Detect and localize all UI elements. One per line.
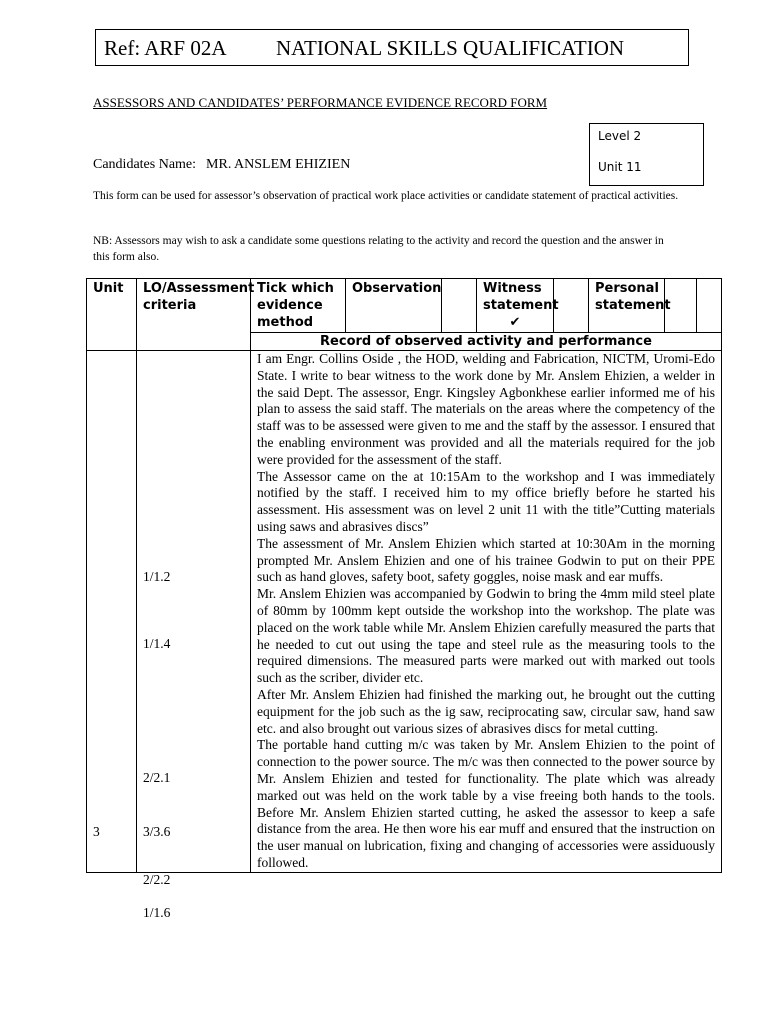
record-paragraph: After Mr. Anslem Ehizien had finished the marking out, he brought out the cutting equipment for the job such as the ig saw, reciprocating saw, circular saw, hand saw etc. and also brought out various sizes of abrasives discs for metal cutting. [257, 686, 715, 736]
criteria-item: 2/2.1 [143, 770, 171, 785]
check-icon: ✔ [509, 315, 521, 330]
header-lo-criteria: LO/Assessment criteria [137, 279, 251, 351]
witness-tick-cell [554, 279, 589, 333]
record-paragraph: The portable hand cutting m/c was taken by Mr. Anslem Ehizien to the point of connection to the power source. The m/c was then connected to the power source by Mr. Anslem Ehizien and tested for functionality. The plate which was already marked out was held on the work table by a vise freeing both hands to the tools. Before Mr. Anslem Ehizien started cutting, he asked the assessor to keep a safe distance from the area. He then wore his ear muff and ensured that the instruction on the user manual on lubrication, fixing and changing of accessories were assiduously followed. [257, 737, 715, 870]
record-paragraph: Mr. Anslem Ehizien was accompanied by Godwin to bring the 4mm mild steel plate of 80mm by 100mm kept outside the workshop into the workshop. The plate was placed on the work table while Mr. Anslem Ehizien carefully measured the parts that he needed to cut out using the tape and steel rule as the measuring tools to the required dimensions. The measured parts were marked out with marked out tools such as the scriber, divider etc. [257, 586, 715, 686]
unit-value: 3 [93, 824, 100, 839]
qualification-title: NATIONAL SKILLS QUALIFICATION [276, 36, 625, 60]
evidence-record-table [86, 278, 722, 920]
reference-header-box [95, 29, 689, 66]
observation-tick-cell [442, 279, 477, 333]
record-paragraph: The Assessor came on the at 10:15Am to the workshop and I was immediately notified by the staff. I received him to my office briefly before he started his assessment. His assessment was on level 2 unit 11 with the title”Cutting materials using saws and abrasives discs” [257, 468, 715, 534]
criteria-item: 1/1.2 [143, 569, 171, 584]
candidate-name-value: MR. ANSLEM EHIZIEN [206, 157, 351, 172]
level-label: Level 2 [598, 129, 642, 143]
unit-label: Unit 11 [598, 160, 642, 174]
criteria-item: 3/3.6 [143, 824, 171, 839]
witness-label: Witness statement [483, 281, 559, 313]
candidate-name-line [93, 157, 350, 173]
reference-code: Ref: ARF 02A [104, 36, 227, 60]
candidate-name-label: Candidates Name: [93, 157, 197, 172]
unit-cell [87, 351, 137, 873]
record-heading: Record of observed activity and performance [251, 333, 722, 351]
header-unit: Unit [87, 279, 137, 351]
header-observation: Observation [346, 279, 442, 333]
criteria-item: 2/2.2 [143, 872, 171, 887]
intro-paragraph: This form can be used for assessor’s observation of practical work place activities or candidate statement of practical activities. [93, 190, 679, 202]
level-unit-box [589, 123, 704, 186]
form-title: ASSESSORS AND CANDIDATES’ PERFORMANCE EVIDENCE RECORD FORM [93, 95, 548, 110]
nb-paragraph: NB: Assessors may wish to ask a candidate some questions relating to the activity and record the question and the answer in this form also. [93, 235, 664, 263]
record-text-cell [251, 351, 722, 873]
record-paragraph: I am Engr. Collins Oside , the HOD, welding and Fabrication, NICTM, Uromi-Edo State. I write to bear witness to the work done by Mr. Anslem Ehizien, a welder in the said Dept. The assessor, Engr. Kingsley Agbonkhese earlier informed me of his plan to assess the said staff. The materials on the areas where the competency of the staff was to be assessed were given to me and the staff by the assessor. I ensured that the enabling environment was provided and all the materials required for the job were provided for the assessment of the staff. [257, 351, 715, 467]
header-witness [477, 279, 559, 333]
extra-cell [697, 279, 722, 333]
header-evidence-method: Tick which evidence method [251, 279, 346, 333]
criteria-cell [137, 351, 251, 920]
table-header-row [87, 279, 722, 333]
criteria-item: 1/1.4 [143, 636, 171, 651]
header-personal: Personal statement [589, 279, 665, 333]
record-paragraph: The assessment of Mr. Anslem Ehizien which started at 10:30Am in the morning prompted Mr. Anslem Ehizien and one of his trainee Godwin to put on their PPE such as hand gloves, safety boot, safety goggles, noise mask and ear muffs. [257, 535, 715, 585]
criteria-item: 1/1.6 [143, 905, 171, 920]
record-body-row [87, 351, 722, 873]
